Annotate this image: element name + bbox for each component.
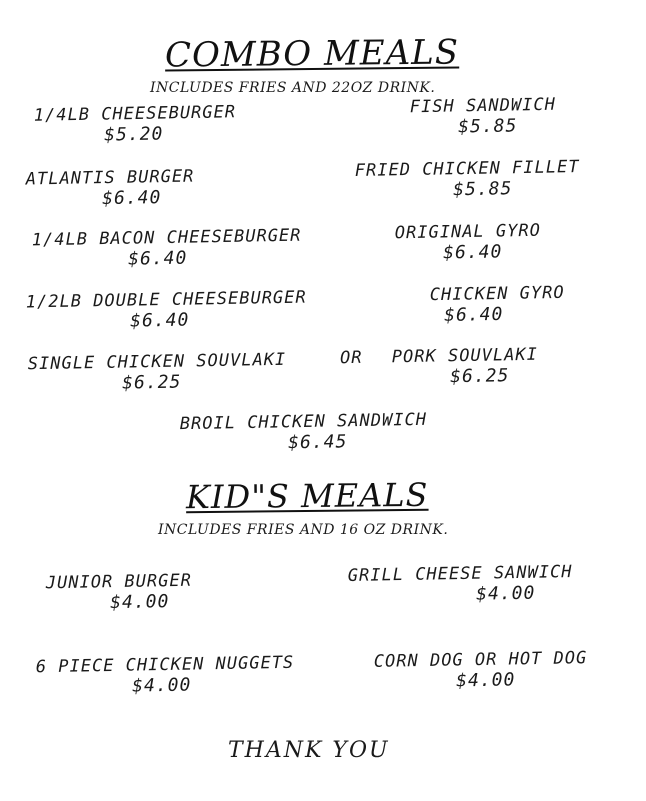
item-price: $4.00 [455,669,516,692]
menu-item-chicken-gyro [430,283,566,326]
item-price: $5.20 [103,123,164,146]
item-price: $6.40 [443,303,504,326]
menu-item-grill-cheese [348,562,573,607]
item-name: 1/4LB BACON CHEESEBURGER [31,225,302,251]
menu-item-chicken-nuggets [36,653,295,699]
item-name: PORK SOUVLAKI [391,344,539,368]
menu-item-broil-chicken-sandwich [180,410,428,455]
item-price: $4.00 [109,591,170,614]
menu-item-bacon-cheeseburger [32,226,302,272]
menu-item-chicken-souvlaki [28,350,287,396]
menu-item-fried-chicken-fillet [355,157,580,202]
item-name: 6 PIECE CHICKEN NUGGETS [35,652,295,678]
menu-item-double-cheeseburger [26,288,308,334]
combo-meals-title: COMBO MEALS [164,32,460,76]
menu-item-pork-souvlaki [392,345,539,389]
menu-item-fish-sandwich [410,95,557,139]
item-price: $4.00 [475,582,536,605]
item-price: $6.25 [449,365,510,388]
combo-meals-subtitle: INCLUDES FRIES AND 22OZ DRINK. [150,80,436,96]
item-price: $6.40 [129,309,190,332]
menu-item-junior-burger [46,571,193,615]
item-price: $6.40 [101,187,162,210]
item-price: $6.25 [121,371,182,394]
item-name: ATLANTIS BURGER [25,166,195,190]
item-price: $6.45 [287,431,348,454]
item-price: $5.85 [457,115,518,138]
item-price: $5.85 [452,178,513,201]
item-name: ORIGINAL GYRO [394,220,542,244]
item-name: 1/2LB DOUBLE CHEESEBURGER [25,287,307,313]
menu-item-corn-dog-hot-dog [374,648,588,693]
or-text: OR [339,347,363,369]
item-name: JUNIOR BURGER [45,570,193,594]
item-name: 1/4LB CHEESEBURGER [33,102,237,126]
kids-meals-title: KID"S MEALS [185,475,429,517]
or-label [340,348,363,368]
item-price: $6.40 [127,247,188,270]
kids-meals-subtitle: INCLUDES FRIES AND 16 OZ DRINK. [158,522,449,538]
item-name: BROIL CHICKEN SANDWICH [179,409,428,435]
item-name: FISH SANDWICH [409,94,557,118]
item-name: CHICKEN GYRO [429,282,565,306]
item-name: SINGLE CHICKEN SOUVLAKI [27,349,287,375]
menu-item-atlantis-burger [26,167,195,211]
thank-you-text: THANK YOU [228,738,390,763]
item-price: $6.40 [442,241,503,264]
item-price: $4.00 [131,674,192,697]
item-name: GRILL CHEESE SANWICH [347,562,573,586]
item-name: FRIED CHICKEN FILLET [354,157,580,181]
item-name: CORN DOG OR HOT DOG [373,648,588,672]
menu-item-original-gyro [395,221,542,265]
menu-item-quarter-cheeseburger [34,102,237,147]
